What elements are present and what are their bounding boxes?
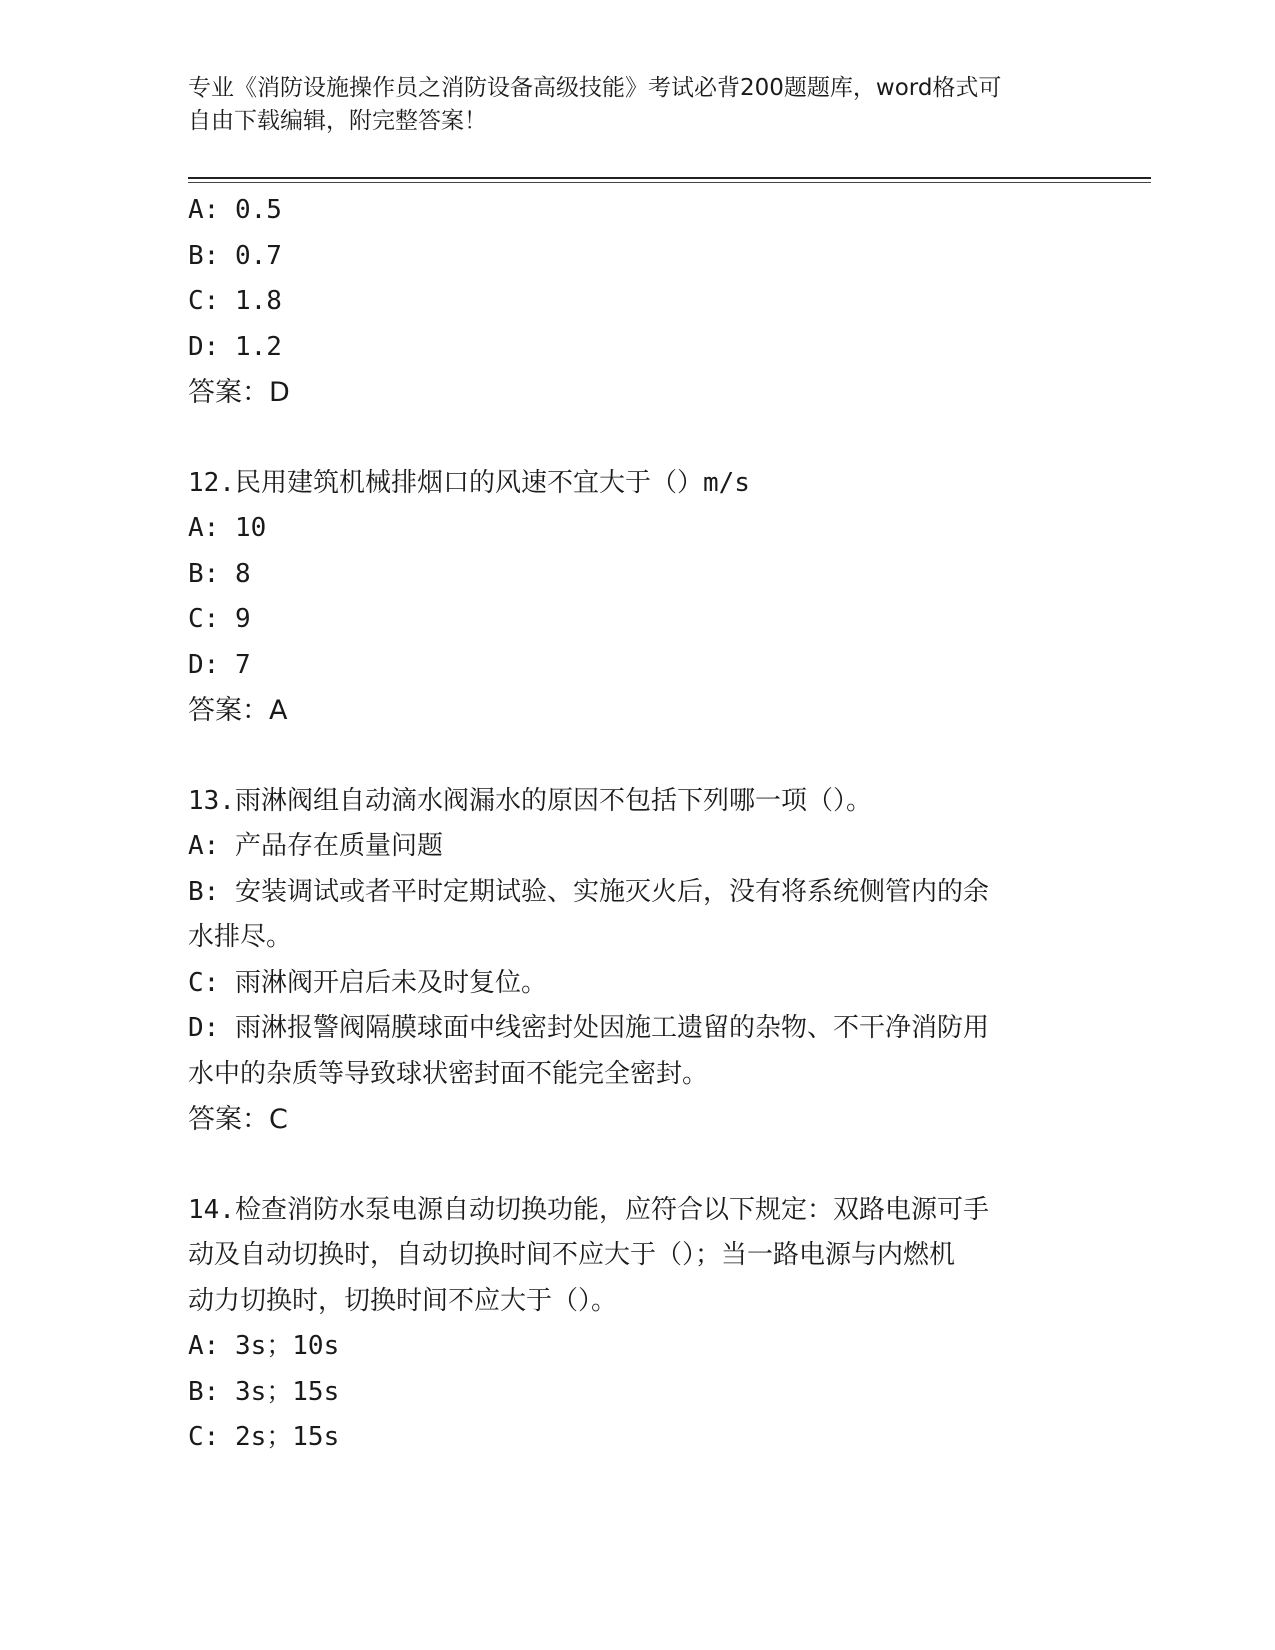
- answer: 答案：A: [188, 695, 288, 726]
- option-b: B: 0.7: [188, 240, 282, 271]
- question-text: 12.民用建筑机械排烟口的风速不宜大于（）m/s: [188, 467, 750, 498]
- option-a: A: 0.5: [188, 195, 282, 225]
- option-c: C: 9: [188, 604, 251, 634]
- question-14: [188, 1188, 1088, 1461]
- answer: 答案：D: [188, 377, 290, 408]
- option-b-line-2: 水排尽。: [188, 922, 293, 952]
- header-line-1: 专业《消防设施操作员之消防设备高级技能》考试必背200题题库，word格式可: [188, 75, 1002, 101]
- answer: 答案：C: [188, 1104, 288, 1135]
- option-b: B: 8: [188, 558, 251, 589]
- question-text-line-3: 动力切换时，切换时间不应大于（）。: [188, 1285, 618, 1316]
- option-b-line-1: B: 安装调试或者平时定期试验、实施灭火后，没有将系统侧管内的余: [188, 876, 989, 907]
- question-13: [188, 779, 1088, 1143]
- option-d: D: 7: [188, 649, 251, 680]
- question-content: [188, 188, 1088, 1461]
- option-a: A: 产品存在质量问题: [188, 831, 443, 861]
- option-b: B: 3s；15s: [188, 1376, 340, 1407]
- question-text-line-2: 动及自动切换时，自动切换时间不应大于（）；当一路电源与内燃机: [188, 1240, 956, 1270]
- option-c: C: 1.8: [188, 286, 282, 316]
- option-a: A: 3s；10s: [188, 1331, 340, 1361]
- question-text-line-1: 14.检查消防水泵电源自动切换功能，应符合以下规定：双路电源可手: [188, 1194, 989, 1225]
- option-d-line-2: 水中的杂质等导致球状密封面不能完全密封。: [188, 1058, 709, 1089]
- option-d-line-1: D: 雨淋报警阀隔膜球面中线密封处因施工遗留的杂物、不干净消防用: [188, 1013, 989, 1043]
- header-line-2: 自由下载编辑，附完整答案！: [188, 108, 487, 134]
- question-11: [188, 188, 1088, 416]
- document-header: [188, 72, 1068, 138]
- option-c: C: 雨淋阀开启后未及时复位。: [188, 967, 547, 998]
- question-text: 13.雨淋阀组自动滴水阀漏水的原因不包括下列哪一项（）。: [188, 785, 872, 816]
- option-c: C: 2s；15s: [188, 1422, 340, 1452]
- option-a: A: 10: [188, 513, 267, 543]
- option-d: D: 1.2: [188, 331, 282, 362]
- question-12: [188, 461, 1088, 734]
- header-divider-thin: [188, 182, 1151, 183]
- header-divider-thick: [188, 177, 1151, 179]
